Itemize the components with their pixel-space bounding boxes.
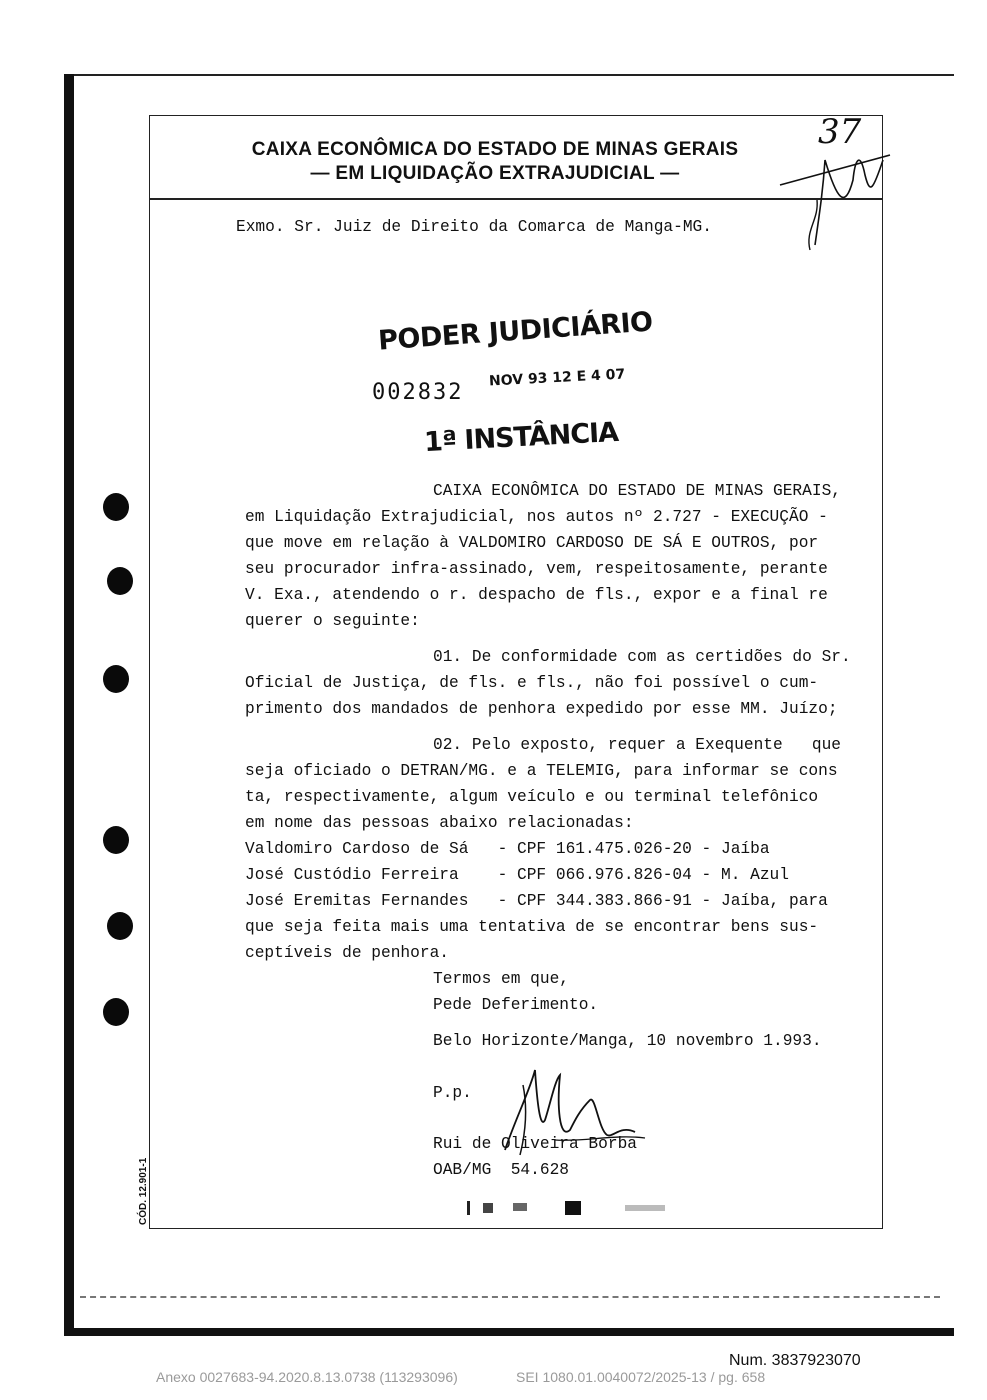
- oab-registration: OAB/MG 54.628: [433, 1161, 569, 1179]
- protocol-number: 002832: [372, 380, 464, 405]
- body-line: seu procurador infra-assinado, vem, respeitosamente, perante: [245, 560, 828, 578]
- punch-hole: [103, 826, 129, 854]
- body-line: em nome das pessoas abaixo relacionadas:: [245, 814, 634, 832]
- punch-hole: [103, 998, 129, 1026]
- document-number: Num. 3837923070: [729, 1352, 861, 1369]
- letterhead: [150, 138, 840, 186]
- form-code: CÓD. 12.901-1: [138, 1157, 149, 1225]
- scan-border-left: [64, 74, 74, 1336]
- closing-terms: Termos em que,: [433, 970, 569, 988]
- body-line: que move em relação à VALDOMIRO CARDOSO DE SÁ E OUTROS, por: [245, 534, 819, 552]
- page-number-annotation: 37: [818, 112, 862, 152]
- sei-reference: SEI 1080.01.0040072/2025-13 / pg. 658: [516, 1369, 766, 1385]
- place-date: Belo Horizonte/Manga, 10 novembro 1.993.: [433, 1032, 822, 1050]
- scan-border-top: [64, 74, 954, 76]
- court-stamp-title: PODER JUDICIÁRIO: [377, 306, 654, 357]
- punch-hole: [103, 493, 129, 521]
- body-line: Oficial de Justiça, de fls. e fls., não foi possível o cum-: [245, 674, 819, 692]
- body-line: ceptíveis de penhora.: [245, 944, 449, 962]
- per-procuration: P.p.: [433, 1084, 472, 1102]
- letterhead-line1: CAIXA ECONÔMICA DO ESTADO DE MINAS GERAIS: [251, 139, 739, 160]
- annex-reference: Anexo 0027683-94.2020.8.13.0738 (113293096): [156, 1369, 458, 1385]
- body-line: CAIXA ECONÔMICA DO ESTADO DE MINAS GERAIS,: [433, 482, 841, 500]
- debtor-row: José Custódio Ferreira - CPF 066.976.826-04 - M. Azul: [245, 866, 789, 884]
- body-line: seja oficiado o DETRAN/MG. e a TELEMIG, para informar se cons: [245, 762, 838, 780]
- signatory-name: Rui de Oliveira Borba: [433, 1135, 637, 1153]
- letterhead-line2: — EM LIQUIDAÇÃO EXTRAJUDICIAL —: [310, 163, 680, 184]
- signature: [495, 1060, 655, 1160]
- scan-border-bottom: [64, 1328, 954, 1336]
- addressee: Exmo. Sr. Juiz de Direito da Comarca de Manga-MG.: [236, 218, 712, 236]
- closing-request: Pede Deferimento.: [433, 996, 599, 1014]
- initials-scribble: [775, 120, 895, 260]
- body-line: 01. De conformidade com as certidões do Sr.: [433, 648, 851, 666]
- protocol-date-code: NOV 93 12 E 4 07: [488, 366, 626, 390]
- body-line: ta, respectivamente, algum veículo e ou terminal telefônico: [245, 788, 819, 806]
- faded-stamp-marks: [455, 1197, 695, 1221]
- body-line: que seja feita mais uma tentativa de se encontrar bens sus-: [245, 918, 819, 936]
- body-line: 02. Pelo exposto, requer a Exequente que: [433, 736, 841, 754]
- body-line: V. Exa., atendendo o r. despacho de fls., expor e a final re: [245, 586, 828, 604]
- header-rule: [149, 198, 883, 200]
- tear-line: [80, 1296, 940, 1298]
- punch-hole: [107, 912, 133, 940]
- court-instance: 1ª INSTÂNCIA: [423, 416, 619, 459]
- punch-hole: [107, 567, 133, 595]
- punch-hole: [103, 665, 129, 693]
- debtor-row: Valdomiro Cardoso de Sá - CPF 161.475.026-20 - Jaíba: [245, 840, 770, 858]
- debtor-row: José Eremitas Fernandes - CPF 344.383.866-91 - Jaíba, para: [245, 892, 828, 910]
- body-line: primento dos mandados de penhora expedido por esse MM. Juízo;: [245, 700, 838, 718]
- body-line: em Liquidação Extrajudicial, nos autos nº 2.727 - EXECUÇÃO -: [245, 508, 828, 526]
- body-line: querer o seguinte:: [245, 612, 420, 630]
